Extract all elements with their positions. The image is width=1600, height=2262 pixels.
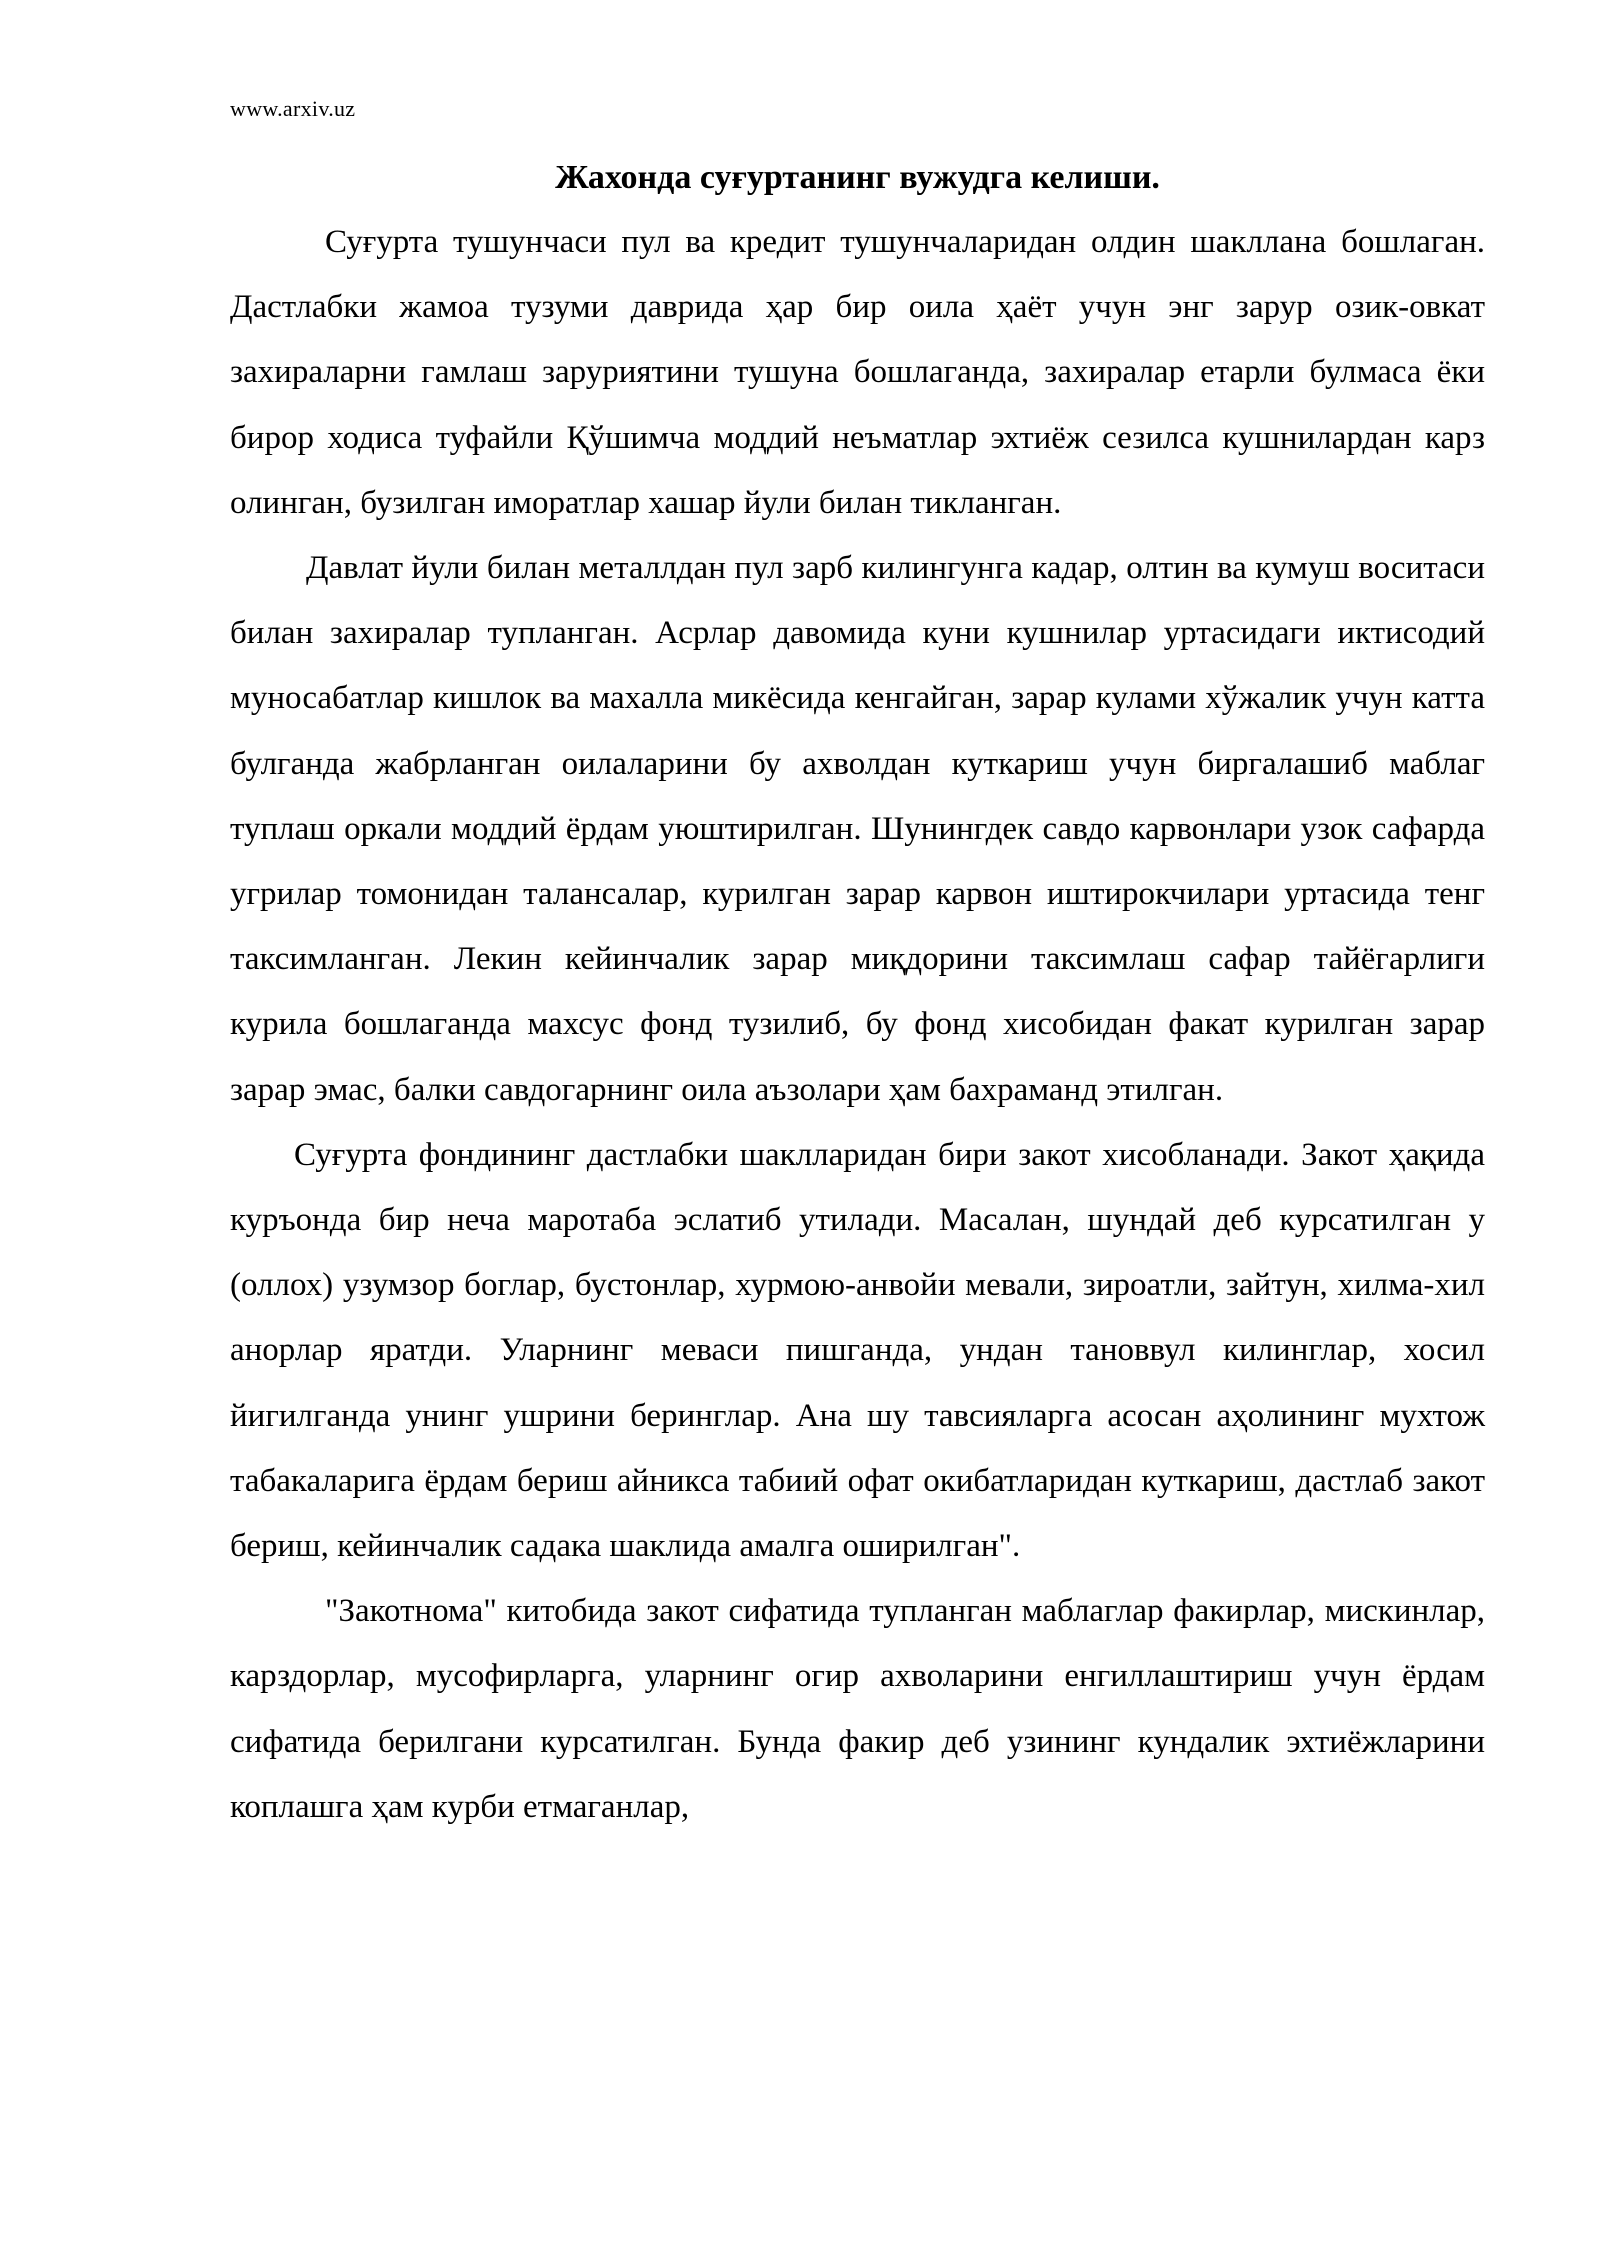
- paragraph-1: Суғурта тушунчаси пул ва кредит тушунчаларидан олдин шакллана бошлаган. Дастлабки жамоа тузуми даврида ҳар бир оила ҳаёт учун энг зарур озик-овкат захираларни гамлаш заруриятини тушуна бошлаганда, захиралар етарли булмаса ёки бирор ходиса туфайли Қўшимча моддий неъматлар эхтиёж сезилса кушнилардан карз олинган, бузилган иморатлар хашар йули билан тикланган.: [230, 224, 1485, 521]
- paragraph-3: Суғурта фондининг дастлабки шаклларидан бири закот хисобланади. Закот ҳақида куръонда бир неча маротаба эслатиб утилади. Масалан, шундай деб курсатилган у (оллох) узумзор боглар, бустонлар, хурмою-анвойи мевали, зироатли, зайтун, хилма-хил анорлар яратди. Уларнинг меваси пишганда, ундан тановвул килинглар, хосил йигилганда унинг ушрини беринглар. Ана шу тавсияларга асосан аҳолининг мухтож табакаларига ёрдам бериш айникса табиий офат окибатларидан куткариш, дастлаб закот бериш, кейинчалик садака шаклида амалга оширилган".: [230, 1136, 1485, 1565]
- paragraph-2: Давлат йули билан металлдан пул зарб килингунга кадар, олтин ва кумуш воситаси билан захиралар тупланган. Асрлар давомида куни кушнилар уртасидаги иктисодий муносабатлар кишлок ва махалла микёсида кенгайган, зарар кулами хўжалик учун катта булганда жабрланган оилаларини бу ахволдан куткариш учун биргалашиб маблаг туплаш оркали моддий ёрдам уюштирилган. Шунингдек савдо карвонлари узок сафарда угрилар томонидан талансалар, курилган зарар карвон иштирокчилари уртасида тенг таксимланган. Лекин кейинчалик зарар миқдорини таксимлаш сафар тайёгарлиги курила бошлаганда махсус фонд тузилиб, бу фонд хисобидан факат курилган зарар зарар эмас, балки савдогарнинг оила аъзолари ҳам бахраманд этилган.: [230, 550, 1485, 1108]
- document-body: [230, 210, 1485, 1840]
- paragraph-4: "Закотнома" китобида закот сифатида тупланган маблаглар факирлар, мискинлар, карздорлар, мусофирларга, уларнинг огир ахволарини енгиллаштириш учун ёрдам сифатида берилгани курсатилган. Бунда факир деб узининг кундалик эхтиёжларини коплашга ҳам курби етмаганлар,: [230, 1593, 1485, 1825]
- document-title: Жахонда суғуртанинг вужудга келиши.: [555, 159, 1160, 196]
- site-url: www.arxiv.uz: [230, 96, 356, 121]
